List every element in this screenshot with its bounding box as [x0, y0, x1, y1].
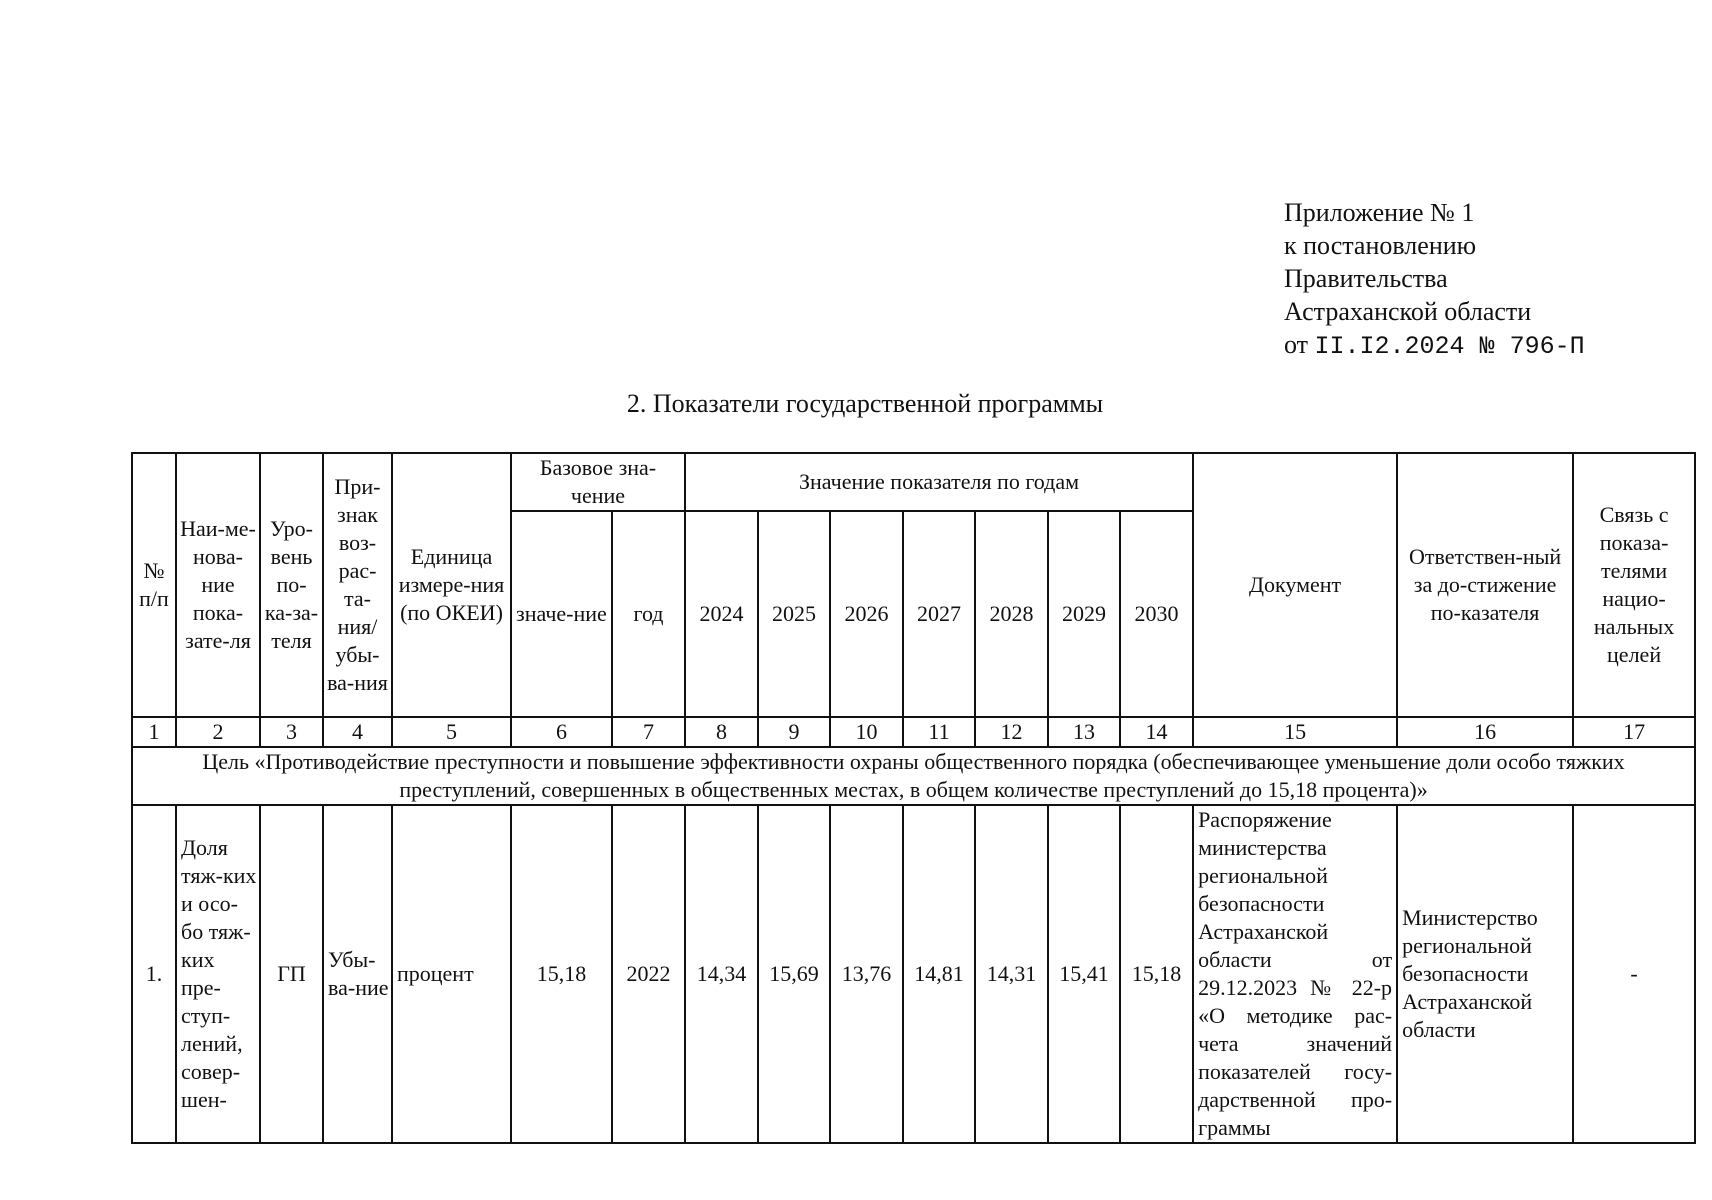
column-number: 7 [612, 717, 685, 747]
table-row [132, 805, 1695, 1143]
row-level: ГП [260, 805, 323, 1143]
column-number: 14 [1120, 717, 1193, 747]
row-value: 15,18 [1120, 805, 1193, 1143]
header-year: 2024 [685, 511, 758, 717]
row-value: 15,69 [758, 805, 830, 1143]
goal-text: Цель «Противодействие преступности и повышение эффективности охраны общественного порядка (обеспечивающее уменьшение доли особо тяжких преступлений, совершенных в общественных местах, в общем количестве преступлений до 15,18 процента)» [132, 747, 1695, 805]
row-value: 15,41 [1048, 805, 1120, 1143]
header-base-value: значе-ние [511, 511, 612, 717]
column-number: 13 [1048, 717, 1120, 747]
row-document: Распоряжение министерства региональной безопасности Астраханской области от 29.12.2023 № 22-р «О методике рас-чета значений показателей госу-дарственной про-граммы [1193, 805, 1397, 1143]
section-title: 2. Показатели государственной программы [626, 389, 1104, 418]
column-number: 17 [1573, 717, 1695, 747]
column-number: 2 [176, 717, 260, 747]
header-link: Связь с показа-телями нацио-нальных целей [1573, 453, 1695, 717]
indicators-table [131, 452, 1696, 1144]
header-year: 2030 [1120, 511, 1193, 717]
column-numbers-row [132, 717, 1695, 747]
row-value: 14,81 [903, 805, 975, 1143]
row-value: 13,76 [830, 805, 903, 1143]
row-name: Доля тяж-ких и осо-бо тяж-ких пре-ступ-лений, совер-шен- [176, 805, 260, 1143]
appendix-line-4: Астраханской области [1284, 297, 1532, 326]
header-row-1 [132, 453, 1695, 511]
header-sign: При-знак воз-рас-та-ния/ убы-ва-ния [323, 453, 392, 717]
row-value: 14,31 [975, 805, 1048, 1143]
column-number: 5 [392, 717, 511, 747]
appendix-line-1: Приложение № 1 [1284, 198, 1475, 227]
header-base: Базовое зна-чение [511, 453, 685, 511]
header-year: 2025 [758, 511, 830, 717]
column-number: 16 [1397, 717, 1573, 747]
row-link: - [1573, 805, 1695, 1143]
column-number: 15 [1193, 717, 1397, 747]
column-number: 4 [323, 717, 392, 747]
appendix-block [1284, 196, 1704, 363]
header-document: Документ [1193, 453, 1397, 717]
row-unit: процент [392, 805, 511, 1143]
column-number: 3 [260, 717, 323, 747]
row-base-value: 15,18 [511, 805, 612, 1143]
header-year: 2029 [1048, 511, 1120, 717]
column-number: 8 [685, 717, 758, 747]
column-number: 12 [975, 717, 1048, 747]
header-responsible: Ответствен-ный за до-стижение по-казателя [1397, 453, 1573, 717]
header-num: № п/п [132, 453, 176, 717]
row-sign: Убы-ва-ние [323, 805, 392, 1143]
header-base-year: год [612, 511, 685, 717]
appendix-line-2: к постановлению [1284, 231, 1477, 260]
column-number: 1 [132, 717, 176, 747]
header-unit: Единица измере-ния (по ОКЕИ) [392, 453, 511, 717]
header-year: 2028 [975, 511, 1048, 717]
appendix-line-3: Правительства [1284, 264, 1448, 293]
column-number: 10 [830, 717, 903, 747]
header-name: Наи-ме-нова-ние пока-зате-ля [176, 453, 260, 717]
goal-row [132, 747, 1695, 805]
appendix-line-5 [1284, 328, 1704, 363]
appendix-date-prefix: от [1284, 330, 1309, 359]
header-level: Уро-вень по-ка-за-теля [260, 453, 323, 717]
header-year: 2027 [903, 511, 975, 717]
column-number: 9 [758, 717, 830, 747]
column-number: 6 [511, 717, 612, 747]
header-year: 2026 [830, 511, 903, 717]
appendix-date-stamp: II.I2.2024 № 796-П [1314, 332, 1585, 361]
row-value: 14,34 [685, 805, 758, 1143]
row-responsible: Министерство региональной безопасности Астраханской области [1397, 805, 1573, 1143]
row-num: 1. [132, 805, 176, 1143]
header-years-group: Значение показателя по годам [685, 453, 1193, 511]
column-number: 11 [903, 717, 975, 747]
row-base-year: 2022 [612, 805, 685, 1143]
